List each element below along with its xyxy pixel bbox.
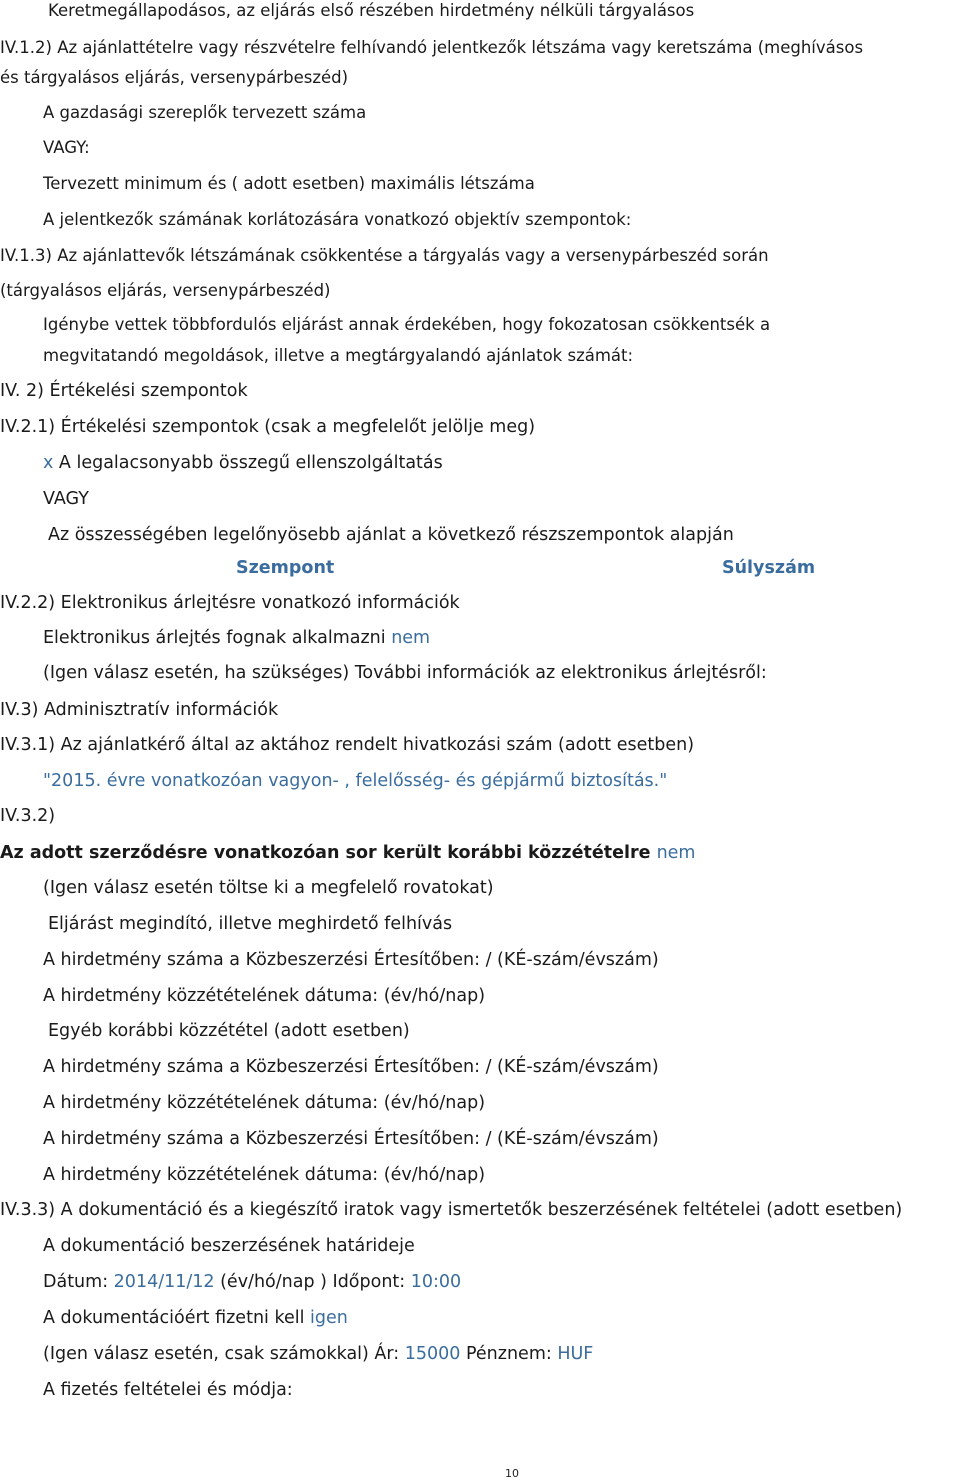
documentation-deadline: A dokumentáció beszerzésének határideje	[43, 1236, 415, 1256]
section-iv-2-2-heading: IV.2.2) Elektronikus árlejtésre vonatkozó információk	[0, 593, 460, 613]
page-number: 10	[505, 1467, 519, 1480]
or-label-2: VAGY	[43, 489, 89, 509]
time-label: (év/hó/nap ) Időpont:	[214, 1272, 411, 1292]
procedure-type-line: Keretmegállapodásos, az eljárás első részében hirdetmény nélküli tárgyalásos	[48, 1, 695, 20]
date-label: Dátum:	[43, 1272, 114, 1292]
section-iv-2-heading: IV. 2) Értékelési szempontok	[0, 381, 248, 401]
multi-round-procedure: Igénybe vettek többfordulós eljárást annak érdekében, hogy fokozatosan csökkentsék a	[43, 315, 771, 334]
price-label: (Igen válasz esetén, csak számokkal) Ár:	[43, 1344, 405, 1364]
notice-date-1: A hirdetmény közzétételének dátuma: (év/hó/nap)	[43, 986, 486, 1006]
e-auction-label: Elektronikus árlejtés fognak alkalmazni	[43, 628, 392, 648]
selected-mark: x	[43, 453, 54, 473]
notice-date-3: A hirdetmény közzétételének dátuma: (év/hó/nap)	[43, 1165, 486, 1185]
price-currency	[43, 1343, 593, 1365]
section-iv-1-2-heading-cont: és tárgyalásos eljárás, versenypárbeszéd)	[0, 68, 349, 87]
section-iv-3-2-heading: IV.3.2)	[0, 806, 56, 826]
payment-value: igen	[310, 1308, 348, 1328]
deadline-datetime	[43, 1271, 461, 1293]
currency-value: HUF	[557, 1344, 594, 1364]
previous-publication-label: Az adott szerződésre vonatkozóan sor került korábbi közzétételre	[0, 843, 657, 863]
previous-publication-value: nem	[656, 843, 696, 863]
section-iv-3-heading: IV.3) Adminisztratív információk	[0, 700, 279, 720]
other-publication: Egyéb korábbi közzététel (adott esetben)	[48, 1021, 410, 1041]
best-value-option: Az összességében legelőnyösebb ajánlat a következő részszempontok alapján	[48, 525, 734, 545]
lowest-price-label: A legalacsonyabb összegű ellenszolgáltatás	[53, 453, 443, 473]
e-auction-info: (Igen válasz esetén, ha szükséges) További információk az elektronikus árlejtésről:	[43, 663, 767, 683]
or-label: VAGY:	[43, 138, 90, 157]
notice-number-1: A hirdetmény száma a Közbeszerzési Értesítőben: / (KÉ-szám/évszám)	[43, 950, 659, 970]
section-iv-1-3-heading-cont: (tárgyalásos eljárás, versenypárbeszéd)	[0, 281, 331, 300]
previous-publication	[0, 842, 695, 864]
criterion-column-header: Szempont	[236, 558, 335, 578]
section-iv-3-3-heading: IV.3.3) A dokumentáció és a kiegészítő iratok vagy ismertetők beszerzésének feltételei (adott esetben)	[0, 1200, 903, 1220]
section-iv-1-2-heading: IV.1.2) Az ajánlattételre vagy részvételre felhívandó jelentkezők létszáma vagy keretszáma (meghívásos	[0, 38, 864, 57]
reference-number-value: "2015. évre vonatkozóan vagyon- , felelősség- és gépjármű biztosítás."	[43, 771, 668, 791]
lowest-price-option	[43, 452, 443, 474]
payment-label: A dokumentációért fizetni kell	[43, 1308, 311, 1328]
multi-round-procedure-cont: megvitatandó megoldások, illetve a megtárgyalandó ajánlatok számát:	[43, 346, 634, 365]
objective-criteria: A jelentkezők számának korlátozására vonatkozó objektív szempontok:	[43, 210, 632, 229]
procedure-notice: Eljárást megindító, illetve meghirdető felhívás	[48, 914, 453, 934]
price-value: 15000	[404, 1344, 461, 1364]
deadline-date: 2014/11/12	[113, 1272, 215, 1292]
e-auction-value: nem	[391, 628, 431, 648]
currency-label: Pénznem:	[460, 1344, 558, 1364]
section-iv-2-1-heading: IV.2.1) Értékelési szempontok (csak a megfelelőt jelölje meg)	[0, 417, 536, 437]
notice-number-3: A hirdetmény száma a Közbeszerzési Értesítőben: / (KÉ-szám/évszám)	[43, 1129, 659, 1149]
planned-operators-count: A gazdasági szereplők tervezett száma	[43, 103, 367, 122]
planned-min-max: Tervezett minimum és ( adott esetben) maximális létszáma	[43, 174, 535, 193]
deadline-time: 10:00	[410, 1272, 462, 1292]
notice-date-2: A hirdetmény közzétételének dátuma: (év/hó/nap)	[43, 1093, 486, 1113]
e-auction-used	[43, 627, 430, 649]
fill-instructions: (Igen válasz esetén töltse ki a megfelelő rovatokat)	[43, 878, 494, 898]
weight-column-header: Súlyszám	[722, 558, 816, 578]
section-iv-3-1-heading: IV.3.1) Az ajánlatkérő által az aktához rendelt hivatkozási szám (adott esetben)	[0, 735, 695, 755]
documentation-payment	[43, 1307, 348, 1329]
payment-terms: A fizetés feltételei és módja:	[43, 1380, 293, 1400]
section-iv-1-3-heading: IV.1.3) Az ajánlattevők létszámának csökkentése a tárgyalás vagy a versenypárbeszéd során	[0, 246, 769, 265]
notice-number-2: A hirdetmény száma a Közbeszerzési Értesítőben: / (KÉ-szám/évszám)	[43, 1057, 659, 1077]
